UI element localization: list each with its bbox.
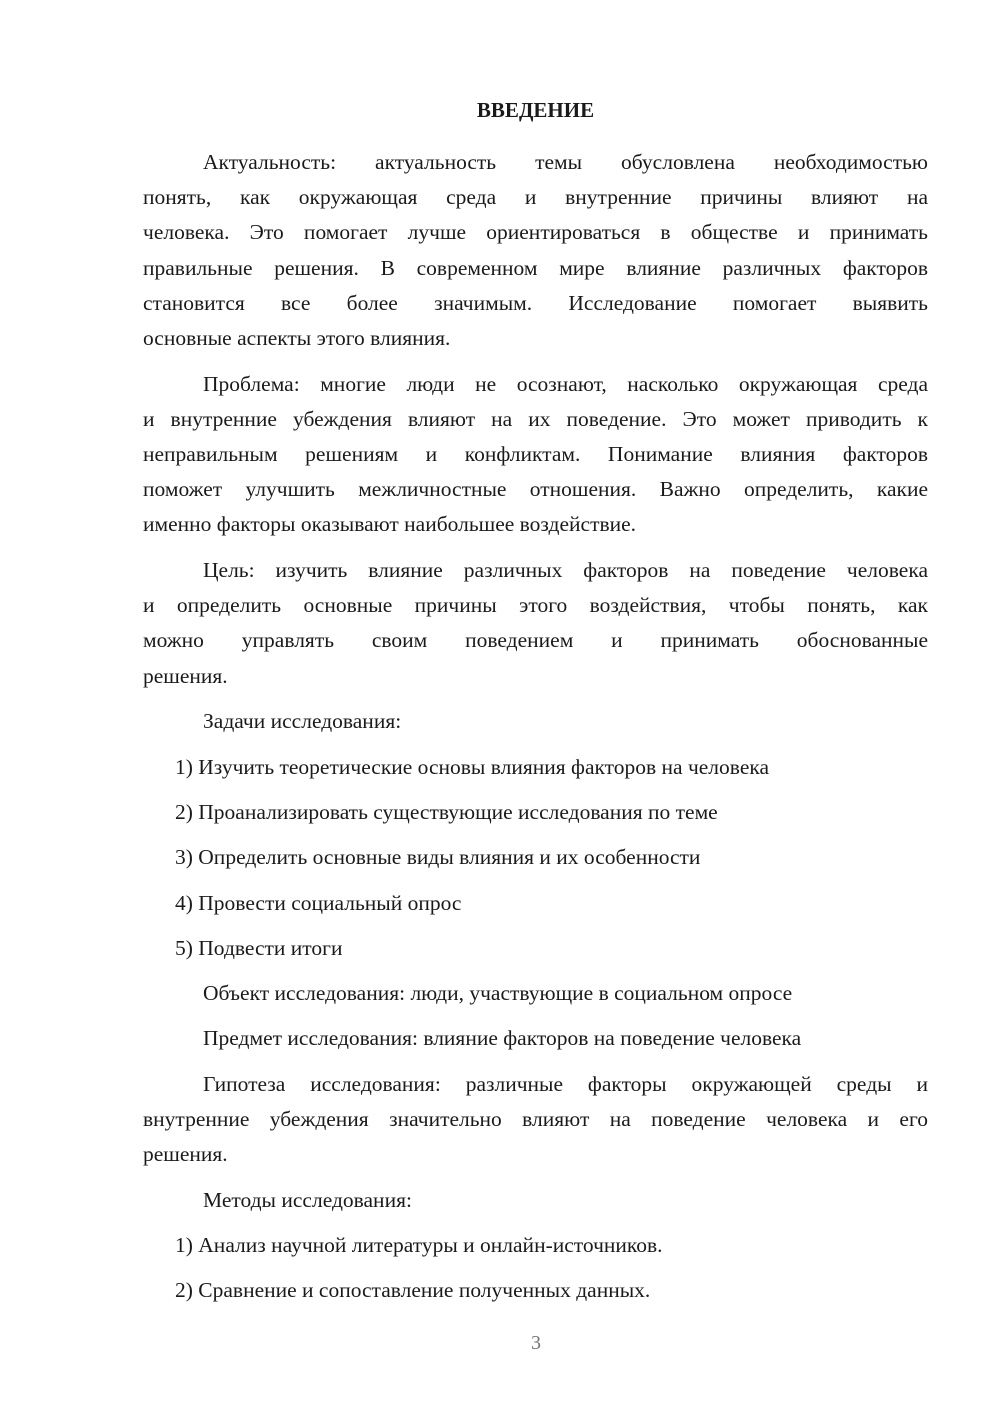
text-line: можно управлять своим поведением и принимать обоснованные: [143, 628, 928, 653]
research-object: Объект исследования: люди, участвующие в социальном опросе: [203, 981, 793, 1006]
text-line: Гипотеза исследования: различные факторы окружающей среды и: [203, 1071, 928, 1096]
text-line: человека. Это помогает лучше ориентироваться в обществе и принимать: [143, 220, 928, 245]
document-page: [143, 95, 928, 1319]
text-line: Проблема: многие люди не осознают, насколько окружающая среда: [203, 371, 928, 396]
method-item: 2) Сравнение и сопоставление полученных данных.: [175, 1278, 651, 1303]
task-item: 3) Определить основные виды влияния и их особенности: [175, 845, 701, 870]
task-item: 2) Проанализировать существующие исследования по теме: [175, 799, 718, 824]
task-item: 4) Провести социальный опрос: [175, 890, 462, 915]
text-line: именно факторы оказывают наибольшее воздействие.: [143, 512, 637, 537]
task-item: 5) Подвести итоги: [175, 935, 343, 960]
method-item: 1) Анализ научной литературы и онлайн-источников.: [175, 1233, 663, 1258]
text-line: внутренние убеждения значительно влияют на поведение человека и его: [143, 1106, 928, 1131]
paragraph-relevance: [143, 145, 928, 356]
text-line: поможет улучшить межличностные отношения. Важно определить, какие: [143, 477, 928, 502]
text-line: становится все более значимым. Исследование помогает выявить: [143, 290, 928, 315]
text-line: решения.: [143, 663, 228, 688]
text-line: понять, как окружающая среда и внутренние причины влияют на: [143, 185, 928, 210]
text-line: решения.: [143, 1142, 228, 1167]
text-line: и определить основные причины этого воздействия, чтобы понять, как: [143, 593, 928, 618]
text-line: Актуальность: актуальность темы обусловлена необходимостью: [203, 150, 928, 174]
text-line: основные аспекты этого влияния.: [143, 325, 451, 350]
text-line: неправильным решениям и конфликтам. Понимание влияния факторов: [143, 442, 928, 466]
research-subject: Предмет исследования: влияние факторов на поведение человека: [203, 1026, 802, 1051]
text-line: Цель: изучить влияние различных факторов на поведение человека: [203, 558, 928, 583]
paragraph-hypothesis: [143, 1067, 928, 1173]
paragraph-problem: [143, 367, 928, 543]
section-title: ВВЕДЕНИЕ: [476, 98, 595, 122]
text-line: и внутренние убеждения влияют на их поведение. Это может приводить к: [143, 406, 928, 431]
page-number: 3: [531, 1332, 541, 1354]
text-line: правильные решения. В современном мире влияние различных факторов: [143, 255, 928, 280]
tasks-heading: Задачи исследования:: [203, 709, 402, 734]
task-item: 1) Изучить теоретические основы влияния факторов на человека: [175, 754, 770, 779]
methods-heading: Методы исследования:: [203, 1187, 412, 1212]
paragraph-goal: [143, 553, 928, 694]
